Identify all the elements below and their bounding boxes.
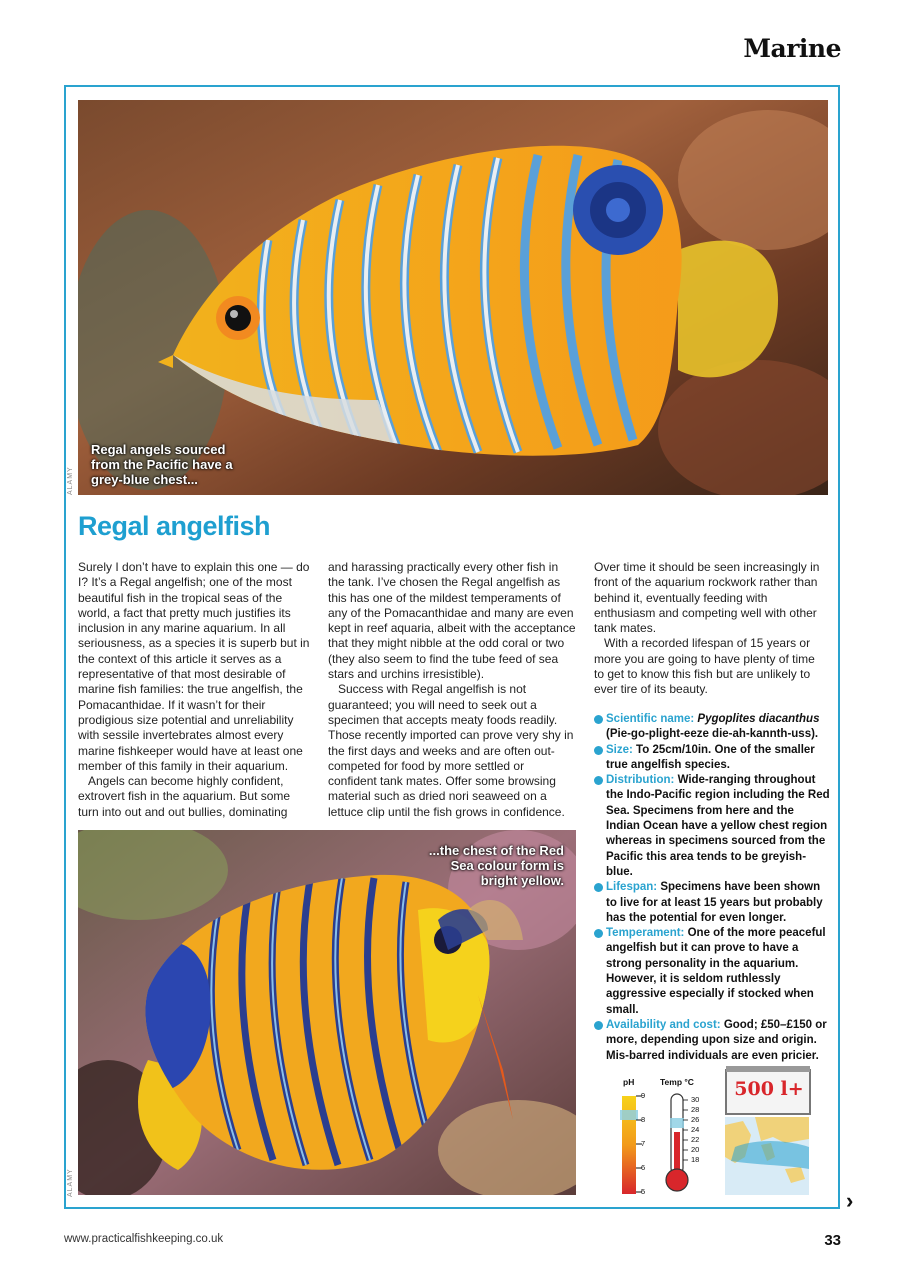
caption-line: Regal angels sourced [91, 442, 226, 457]
thermometer-icon [662, 1092, 692, 1196]
ph-tick: 9 [641, 1091, 646, 1100]
photo-top-caption [91, 442, 233, 487]
bullet-icon [594, 1021, 603, 1030]
fact-key: Lifespan: [606, 881, 658, 894]
bullet-icon [594, 929, 603, 938]
ph-label: pH [623, 1077, 635, 1087]
fact-italic: Pygoplites diacanthus [697, 713, 820, 725]
caption-line: bright yellow. [480, 873, 564, 888]
fact-key: Availability and cost: [606, 1018, 721, 1031]
caption-line: Sea colour form is [450, 858, 564, 873]
fact-key: Size: [606, 743, 633, 756]
temp-tick: 24 [691, 1125, 700, 1134]
fact-value: (Pie-go-plight-eeze die-ah-kannth-uss). [606, 728, 819, 741]
temp-tick: 28 [691, 1105, 700, 1114]
fact-value: Wide-ranging throughout the Indo-Pacific region including the Red Sea. Specimens from here and the Indian Ocean have a yellow chest region whereas in specimens sourced from the Pacific this area tends to be greyish-blue. [606, 774, 830, 878]
regal-angelfish-photo-pacific [78, 100, 828, 495]
section-label: Marine [743, 34, 841, 63]
paragraph: Surely I don’t have to explain this one — do I? It’s a Regal angelfish; one of the most beautiful fish in the tropical seas of the world, a fact that pretty much justifies its inclusion in any marine aquarium. In all seriousness, as a species it is superb but in the context of this article it serves as a representative of that most desirable of marine fish families: the true angelfish, the Pomacanthidae. If it wasn’t for their prodigious size potential and unreliability with sessile invertebrates almost every marine fishkeeper would have at least one member of this family in their aquarium. [78, 560, 310, 773]
footer-url[interactable]: www.practicalfishkeeping.co.uk [64, 1233, 224, 1245]
temp-tick: 22 [691, 1135, 700, 1144]
ph-tick: 7 [641, 1139, 646, 1148]
ph-tick: 8 [641, 1115, 646, 1124]
temp-tick: 26 [691, 1115, 700, 1124]
fact-value: Specimens have been shown to live for at least 15 years but probably has the potential for even longer. [606, 881, 823, 924]
fish-illustration-pacific [78, 100, 828, 495]
caption-line: from the Pacific have a [91, 457, 233, 472]
article-column-3 [594, 560, 828, 698]
caption-line: ...the chest of the Red [428, 843, 564, 858]
article-title: Regal angelfish [78, 511, 271, 541]
fact-item [594, 926, 830, 1018]
photo-bottom-credit: ALAMY [67, 1168, 74, 1197]
bullet-icon [594, 776, 603, 785]
paragraph: and harassing practically every other fish in the tank. I’ve chosen the Regal angelfish as this has one of the mildest temperaments of any of the Pomacanthidae and many are even kept in reef aquaria, albeit with the acceptance that they might nibble at the odd coral or two (they also seem to find the tube feed of sea stars and urchins irresistible). [328, 560, 576, 682]
fact-item [594, 743, 830, 774]
photo-top-credit: ALAMY [67, 466, 74, 495]
next-page-arrow-icon: › [846, 1188, 854, 1213]
fact-item [594, 1018, 830, 1064]
ph-tick: 6 [641, 1163, 646, 1172]
fact-item [594, 880, 830, 926]
bullet-icon [594, 746, 603, 755]
article-column-1 [78, 560, 313, 820]
temp-label: Temp °C [660, 1077, 694, 1087]
paragraph: With a recorded lifespan of 15 years or more you are going to have plenty of time to get to know this fish but are unlikely to ever tire of its beauty. [594, 636, 815, 697]
tank-size-label: 500 l+ [734, 1078, 804, 1100]
temp-tick: 20 [691, 1145, 700, 1154]
bullet-icon [594, 715, 603, 724]
temp-tick: 18 [691, 1155, 700, 1164]
temp-tick: 30 [691, 1095, 700, 1104]
fact-value: Good; £50–£150 or more, depending upon size and origin. Mis-barred individuals are even pricier. [606, 1018, 827, 1062]
distribution-map [725, 1117, 809, 1195]
bullet-icon [594, 883, 603, 892]
fact-list [594, 712, 830, 1064]
paragraph: Angels can become highly confident, extrovert fish in the aquarium. But some turn into out and out bullies, dominating [78, 774, 291, 819]
fact-item [594, 773, 830, 880]
page-number: 33 [824, 1232, 841, 1249]
fact-key: Temperament: [606, 927, 685, 940]
caption-line: grey-blue chest... [91, 472, 198, 487]
fact-value: One of the more peaceful angelfish but it can prove to have a strong personality in the aquarium. However, it is seldom ruthlessly aggressive especially if stocked when small. [606, 927, 826, 1016]
ph-tick: 5 [641, 1187, 646, 1196]
article-column-2 [328, 560, 576, 820]
photo-bottom-caption [394, 843, 564, 888]
paragraph: Success with Regal angelfish is not guaranteed; you will need to seek out a specimen that accepts meaty foods readily. Those recently imported can prove very shy in the first days and weeks and are often out-competed for food by more settled or confident tank mates. Offer some browsing material such as dried nori seaweed on a lettuce clip until the fish grows in confidence. [328, 682, 574, 819]
fact-item [594, 712, 830, 743]
fact-key: Scientific name: [606, 713, 695, 725]
paragraph: Over time it should be seen increasingly in front of the aquarium rockwork rather than behind it, eventually feeding with enthusiasm and competing well with other tank mates. [594, 560, 820, 636]
fact-value: To 25cm/10in. One of the smaller true angelfish species. [606, 743, 815, 771]
fact-key: Distribution: [606, 774, 675, 787]
